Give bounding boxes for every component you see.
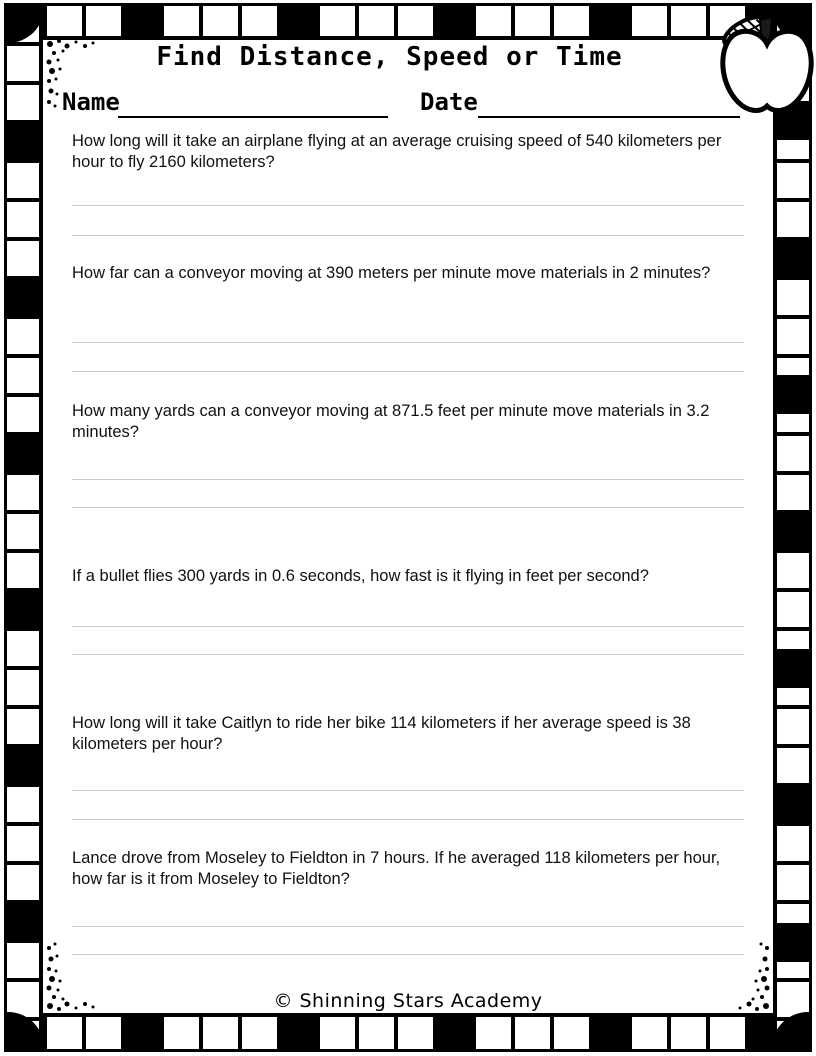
answer-line	[72, 790, 744, 791]
answer-line	[72, 235, 744, 236]
answer-line	[72, 342, 744, 343]
decorative-border-top	[4, 3, 812, 40]
answer-line	[72, 926, 744, 927]
name-label: Name	[62, 88, 120, 116]
answer-line	[72, 654, 744, 655]
page-title: Find Distance, Speed or Time	[156, 42, 623, 72]
date-label: Date	[420, 88, 478, 116]
answer-line	[72, 626, 744, 627]
date-blank-line	[478, 90, 740, 118]
answer-line	[72, 371, 744, 372]
decorative-border-bottom	[4, 1013, 812, 1052]
question-6-text: Lance drove from Moseley to Fieldton in 7 hours. If he averaged 118 kilometers per hour, how far is it from Moseley to Fieldton?	[72, 849, 721, 888]
question-2-text: How far can a conveyor moving at 390 meters per minute move materials in 2 minutes?	[72, 264, 711, 282]
question-3-text: How many yards can a conveyor moving at 871.5 feet per minute move materials in 3.2 minutes?	[72, 402, 710, 441]
decorative-border-right	[773, 3, 812, 1052]
answer-line	[72, 479, 744, 480]
answer-line	[72, 205, 744, 206]
footer-credit: © Shinning Stars Academy	[273, 990, 543, 1012]
question-4-text: If a bullet flies 300 yards in 0.6 seconds, how fast is it flying in feet per second?	[72, 567, 649, 585]
answer-line	[72, 819, 744, 820]
name-blank-line	[118, 90, 388, 118]
question-1-text: How long will it take an airplane flying at an average cruising speed of 540 kilometers per hour to fly 2160 kilometers?	[72, 132, 722, 171]
decorative-border-left	[4, 3, 43, 1052]
question-5-text: How long will it take Caitlyn to ride her bike 114 kilometers if her average speed is 38 kilometers per hour?	[72, 714, 691, 753]
answer-line	[72, 954, 744, 955]
answer-line	[72, 507, 744, 508]
